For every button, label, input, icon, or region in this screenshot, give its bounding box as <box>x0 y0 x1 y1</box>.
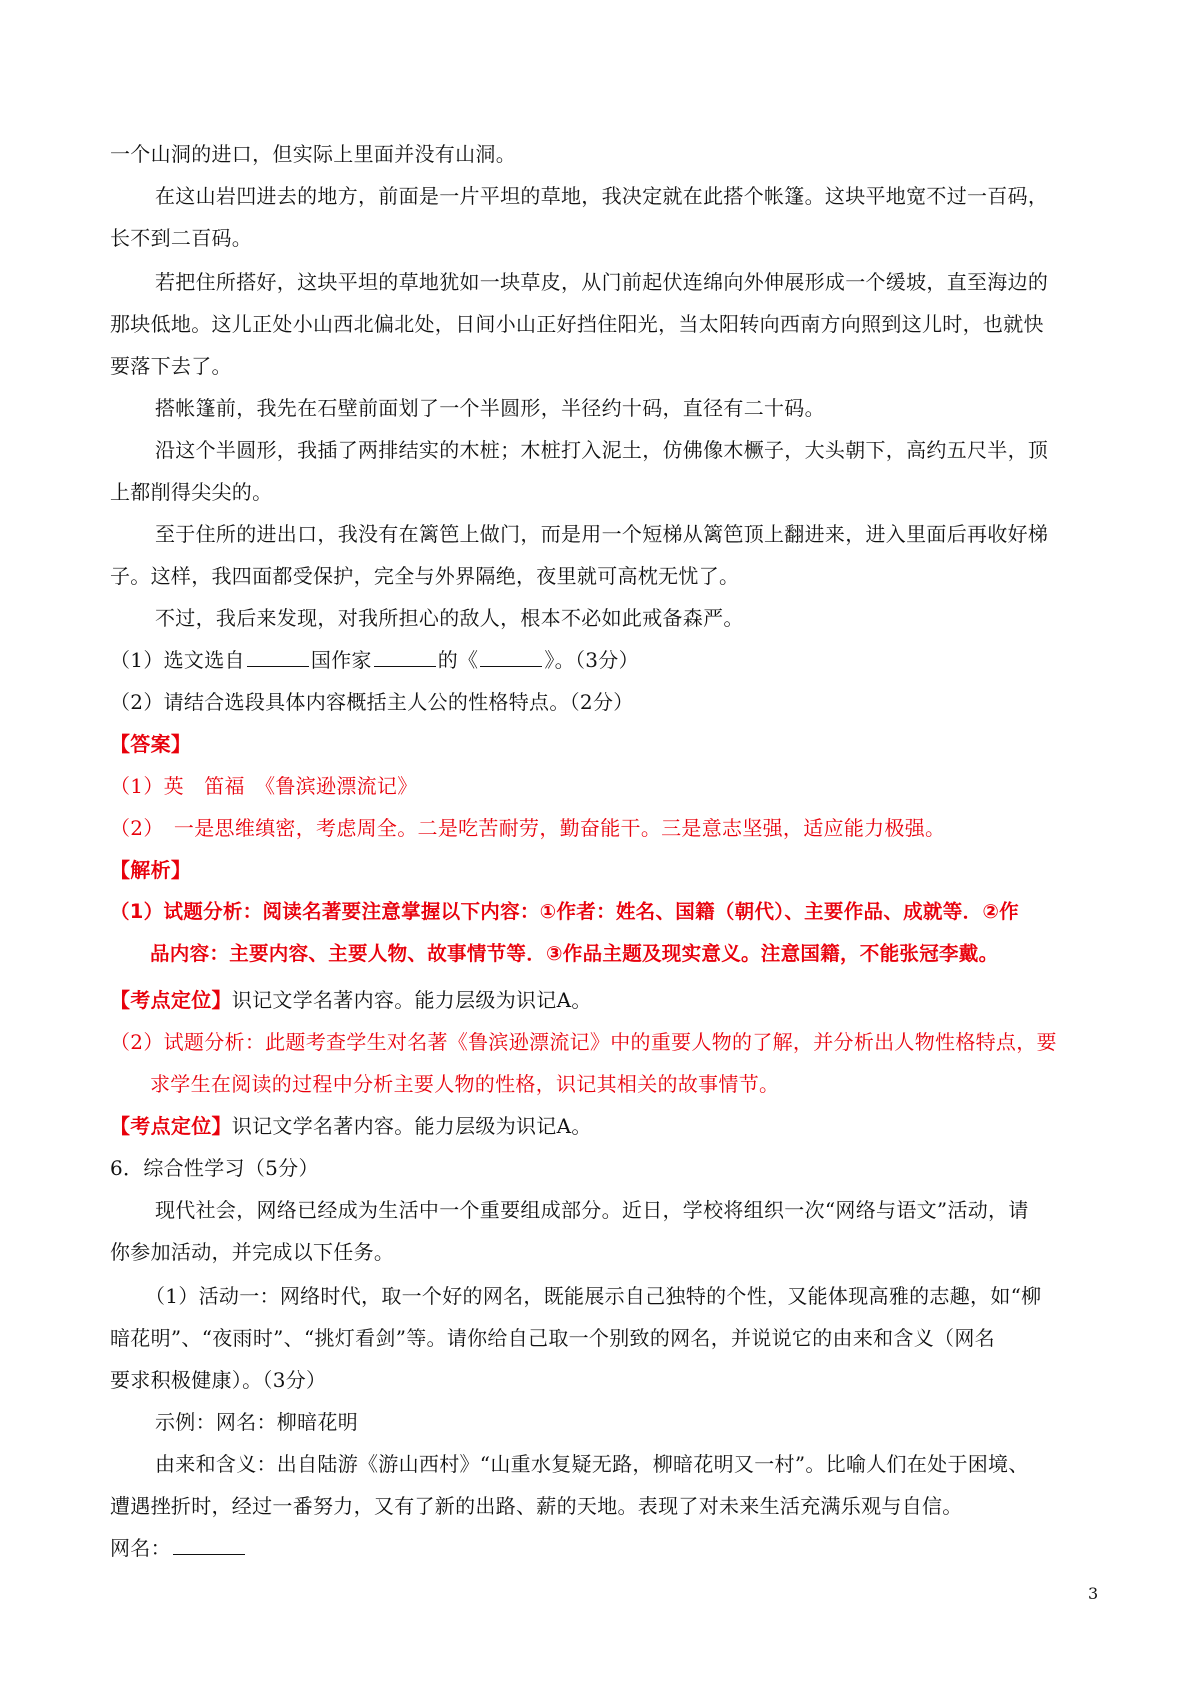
activity-1: 暗花明”、“夜雨时”、“挑灯看剑”等。请你给自己取一个别致的网名，并说说它的由来和含义（网名 <box>110 1326 995 1350</box>
analysis-heading: 【解析】 <box>110 858 192 882</box>
origin-line: 遭遇挫折时，经过一番努力，又有了新的出路、薪的天地。表现了对未来生活充满乐观与自信。 <box>110 1494 963 1518</box>
origin-line: 由来和含义：出自陆游《游山西村》“山重水复疑无路，柳暗花明又一村”。比喻人们在处于困境、 <box>155 1452 1029 1476</box>
key-point-text: 识记文学名著内容。能力层级为识记A。 <box>231 1114 592 1138</box>
passage-line: 上都削得尖尖的。 <box>110 480 273 504</box>
analysis-1-line: （1）试题分析：阅读名著要注意掌握以下内容：①作者：姓名、国籍（朝代）、主要作品、成就等．②作 <box>110 900 1019 923</box>
passage-line: 一个山洞的进口，但实际上里面并没有山洞。 <box>110 142 516 166</box>
question-2: （2）请结合选段具体内容概括主人公的性格特点。（2分） <box>110 690 634 714</box>
question-1-text-b: 国作家 <box>310 648 372 672</box>
question-1-text-d: 》。（3分） <box>544 648 639 672</box>
question-1-text-c: 的《 <box>437 648 479 672</box>
activity-1: 要求积极健康）。（3分） <box>110 1368 327 1392</box>
answer-blank <box>374 648 436 667</box>
passage-line: 长不到二百码。 <box>110 226 253 250</box>
analysis-2-line: 求学生在阅读的过程中分析主要人物的性格，识记其相关的故事情节。 <box>150 1072 780 1096</box>
key-point-label: 【考点定位】 <box>110 988 232 1012</box>
question-1-text-a: （1）选文选自 <box>110 648 245 672</box>
section-intro: 现代社会，网络已经成为生活中一个重要组成部分。近日，学校将组织一次“网络与语文”活动，请 <box>155 1198 1029 1222</box>
activity-1: （1）活动一：网络时代，取一个好的网名，既能展示自己独特的个性，又能体现高雅的志趣，如“柳 <box>145 1284 1042 1308</box>
section-intro: 你参加活动，并完成以下任务。 <box>110 1240 395 1264</box>
passage-line: 沿这个半圆形，我插了两排结实的木桩；木桩打入泥土，仿佛像木橛子，大头朝下，高约五尺半，顶 <box>155 438 1049 462</box>
key-point-2 <box>110 1112 592 1140</box>
analysis-2-line: （2）试题分析：此题考查学生对名著《鲁滨逊漂流记》中的重要人物的了解，并分析出人物性格特点，要 <box>110 1030 1057 1054</box>
passage-line: 不过，我后来发现，对我所担心的敌人，根本不必如此戒备森严。 <box>155 606 744 630</box>
key-point-text: 识记文学名著内容。能力层级为识记A。 <box>231 988 592 1012</box>
answer-blank <box>480 648 542 667</box>
passage-line: 若把住所搭好，这块平坦的草地犹如一块草皮，从门前起伏连绵向外伸展形成一个缓坡，直至海边的 <box>155 270 1049 294</box>
answer-blank <box>247 648 309 667</box>
key-point-label: 【考点定位】 <box>110 1114 232 1138</box>
analysis-1-line: 品内容：主要内容、主要人物、故事情节等．③作品主题及现实意义。注意国籍，不能张冠李戴。 <box>150 942 999 965</box>
example-line: 示例：网名：柳暗花明 <box>155 1410 358 1434</box>
netname-blank <box>173 1536 245 1555</box>
key-point-1 <box>110 986 592 1014</box>
netname-label: 网名： <box>110 1536 171 1560</box>
answer-1: （1）英 笛福 《鲁滨逊漂流记》 <box>110 774 418 798</box>
answer-heading: 【答案】 <box>110 732 192 756</box>
passage-line: 要落下去了。 <box>110 354 232 378</box>
question-1 <box>110 646 639 674</box>
passage-line: 搭帐篷前，我先在石壁前面划了一个半圆形，半径约十码，直径有二十码。 <box>155 396 825 420</box>
passage-line: 那块低地。这儿正处小山西北偏北处，日间小山正好挡住阳光，当太阳转向西南方向照到这儿时，也就快 <box>110 312 1044 336</box>
answer-2: （2） 一是思维缜密，考虑周全。二是吃苦耐劳，勤奋能干。三是意志坚强，适应能力极强。 <box>110 816 946 840</box>
passage-line: 在这山岩凹进去的地方，前面是一片平坦的草地，我决定就在此搭个帐篷。这块平地宽不过一百码， <box>155 184 1049 208</box>
netname-line <box>110 1534 247 1562</box>
passage-line: 至于住所的进出口，我没有在篱笆上做门，而是用一个短梯从篱笆顶上翻进来，进入里面后再收好梯 <box>155 522 1049 546</box>
page-number: 3 <box>1088 1584 1099 1603</box>
section-title: 6．综合性学习（5分） <box>110 1156 319 1180</box>
passage-line: 子。这样，我四面都受保护，完全与外界隔绝，夜里就可高枕无忧了。 <box>110 564 740 588</box>
